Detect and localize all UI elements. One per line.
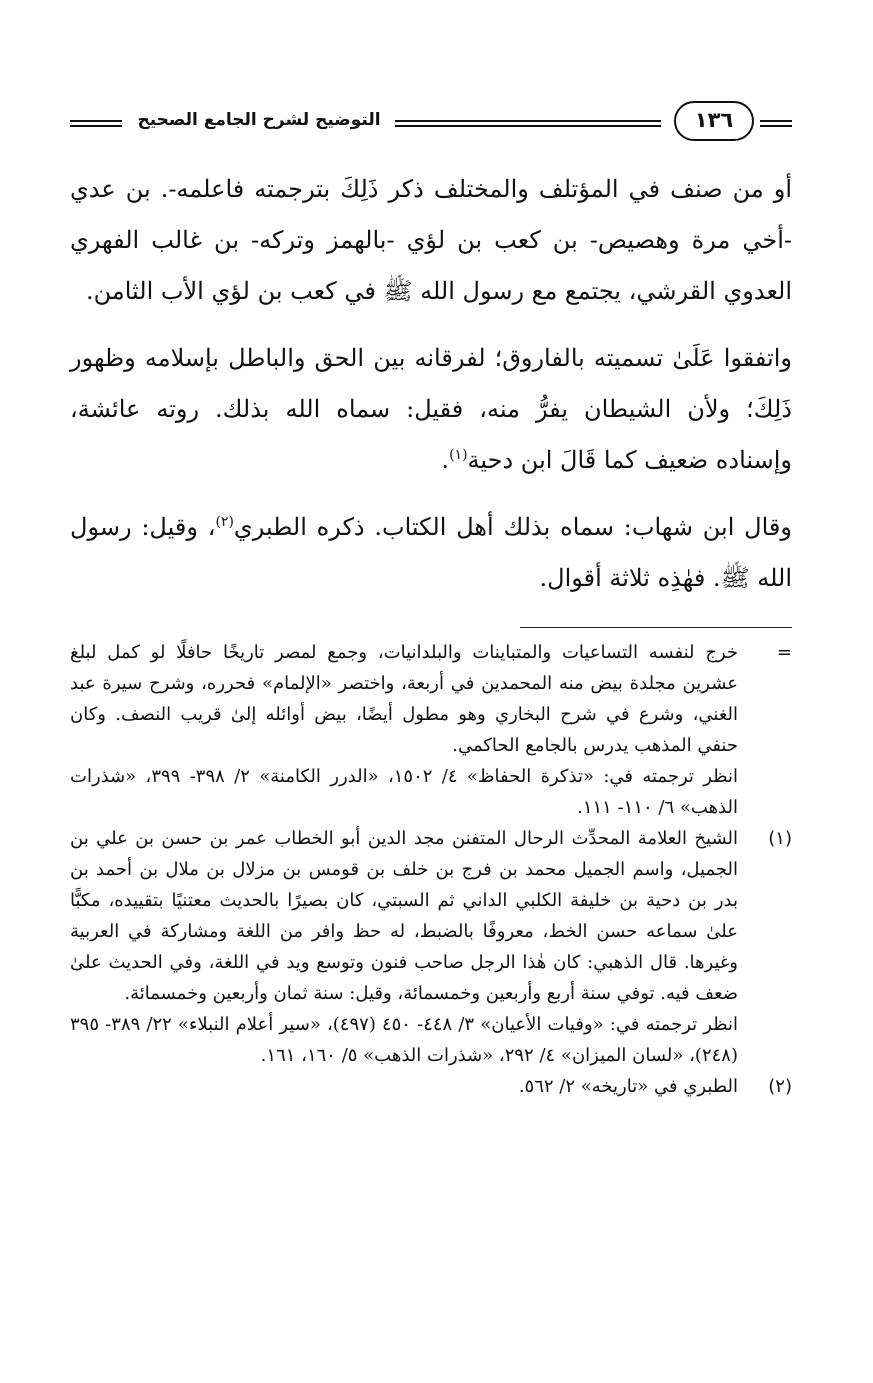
- main-text: [70, 164, 792, 604]
- footnote-mark: (٢): [768, 1076, 792, 1097]
- footnote-text: الشيخ العلامة المحدِّث الرحال المتفنن مجد الدين أبو الخطاب عمر بن حسن بن علي بن الجميل، واسم الجميل محمد بن فرج بن خلف بن قومس بن مزلال بن ملال بن أحمد بن بدر بن دحية بن خليفة الكلبي الداني ثم السبتي، كان بصيرًا بالحديث معتنيًا بتقييده، مكبًّا علىٰ سماعه حسن الخط، معروفًا بالضبط، له حظ وافر من اللغة ومشاركة في العربية وغيرها. قال الذهبي: كان هٰذا الرجل صاحب فنون وتوسع ويد في اللغة، وفي الحديث علىٰ ضعف فيه. توفي سنة أربع وأربعين وخمسمائة، وقيل: سنة ثمان وأربعين وخمسمائة.: [70, 828, 738, 1004]
- footnote-continued: [70, 637, 792, 823]
- paragraph-end: .: [441, 446, 450, 474]
- book-title: التوضيح لشرح الجامع الصحيح: [137, 110, 381, 130]
- main-paragraph: [70, 502, 792, 604]
- footnote-text: الطبري في «تاريخه» ٢/ ٥٦٢.: [518, 1076, 738, 1097]
- main-paragraph: أو من صنف في المؤتلف والمختلف ذكر ذَلِكَ بترجمته فاعلمه-. بن عدي -أخي مرة وهصيص- بن كعب بن لؤي -بالهمز وتركه- بن غالب الفهري العدوي القرشي، يجتمع مع رسول الله ﷺ في كعب بن لؤي الأب الثامن.: [70, 175, 792, 305]
- paragraph-text: وقال ابن شهاب: سماه بذلك أهل الكتاب. ذكره الطبري: [233, 513, 792, 541]
- header-rule-left: [70, 120, 122, 129]
- footnote-text: خرج لنفسه التساعيات والمتباينات والبلدانيات، وجمع لمصر تاريخًا حافلًا لو كمل لبلغ عشرين مجلدة بيض منه المحمدين في أربعة، واختصر «الإلمام» فحرره، وشرح سيرة عبد الغني، وشرع في شرح البخاري وهو مطول أيضًا، بيض أوائله إلىٰ قريب النصف. وكان حنفي المذهب يدرس بالجامع الحاكمي.: [70, 642, 738, 756]
- header-rule-middle: [395, 120, 661, 129]
- footnote-2: [70, 1071, 792, 1102]
- paragraph-text: واتفقوا عَلَىٰ تسميته بالفاروق؛ لفرقانه بين الحق والباطل بإسلامه وظهور ذَلِكَ؛ ولأن الشيطان يفرُّ منه، فقيل: سماه الله بذلك. روته عائشة، وإسناده ضعيف كما قَالَ ابن دحية: [70, 344, 792, 474]
- footnote-reference: انظر ترجمته في: «وفيات الأعيان» ٣/ ٤٤٨- ٤٥٠ (٤٩٧)، «سير أعلام النبلاء» ٢٢/ ٣٨٩- ٣٩٥ (٢٤٨)، «لسان الميزان» ٤/ ٢٩٢، «شذرات الذهب» ٥/ ١٦٠، ١٦١.: [70, 1014, 738, 1066]
- footnote-mark: (١): [768, 828, 792, 849]
- header-rule-right: [760, 120, 792, 129]
- footnote-ref[interactable]: (١): [449, 447, 468, 463]
- footnote-separator: [520, 627, 792, 628]
- page-number: ١٣٦: [674, 101, 754, 141]
- page-header: [70, 100, 792, 150]
- footnote-reference: انظر ترجمته في: «تذكرة الحفاظ» ٤/ ١٥٠٢، «الدرر الكامنة» ٢/ ٣٩٨- ٣٩٩، «شذرات الذهب» ٦/ ١١٠- ١١١.: [70, 766, 738, 818]
- footnote-1: [70, 823, 792, 1071]
- footnotes: [70, 637, 792, 1102]
- footnote-mark: =: [776, 642, 792, 663]
- paragraph-end: ، وقيل: رسول الله ﷺ. فهٰذِه ثلاثة أقوال.: [70, 513, 792, 592]
- main-paragraph: [70, 333, 792, 486]
- footnote-ref[interactable]: (٢): [215, 514, 234, 530]
